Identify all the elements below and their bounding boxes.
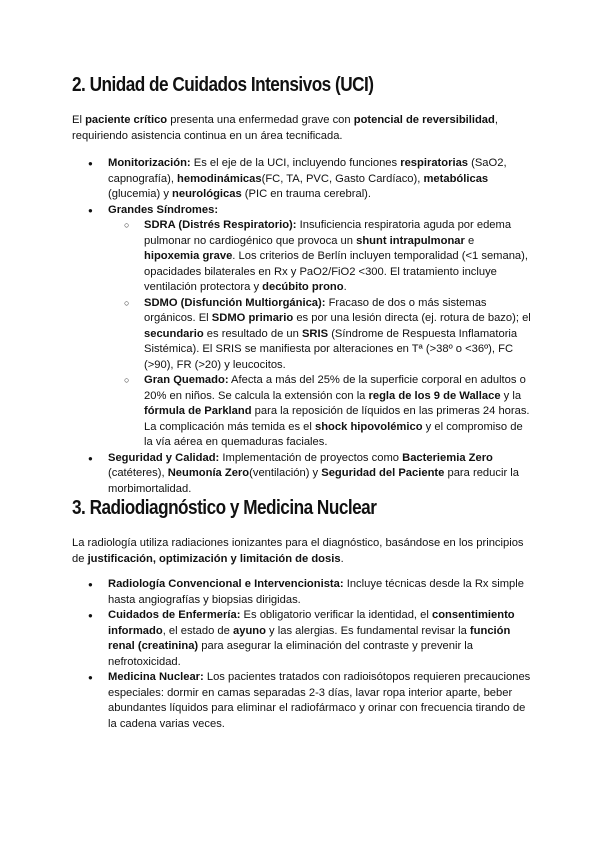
bold-term: SDMO primario — [211, 312, 294, 324]
bold-term: Bacteriemia Zero — [402, 451, 493, 464]
list-item — [72, 203, 532, 451]
bold-term: consentimiento informado — [108, 609, 515, 637]
bold-term: respiratorias — [400, 157, 469, 169]
bold-term: secundario — [144, 327, 204, 340]
bold-term: SRIS — [301, 327, 329, 340]
bold-term: Seguridad del Paciente — [321, 467, 445, 479]
bold-term: hipoxemia grave — [144, 250, 233, 262]
bold-term: neurológicas — [172, 188, 242, 200]
bold-term: SDMO (Disfunción Multiorgánica): — [144, 296, 326, 309]
bold-term: Cuidados de Enfermería: — [108, 609, 241, 621]
section-2-list — [72, 156, 532, 497]
list-item: ● Seguridad y Calidad: Implementación de proyectos como Bacteriemia Zero (catéteres), Neumonía Zero(ventilación) y Seguridad del Paciente para reducir la morbimortalidad. — [72, 451, 532, 498]
bold-term: Radiología Convencional e Intervencionista: — [108, 578, 344, 590]
bold-term: Grandes Síndromes: — [108, 203, 219, 216]
bold-term: shunt intrapulmonar — [356, 234, 465, 247]
bold-term: regla de los 9 de Wallace — [368, 389, 501, 402]
bold-term: Gran Quemado: — [144, 374, 229, 386]
section-3-title: 3. Radiodiagnóstico y Medicina Nuclear — [72, 497, 377, 519]
list-item: ● Medicina Nuclear: Los pacientes tratados con radioisótopos requieren precauciones especiales: dormir en camas separadas 2-3 días, lavar ropa interior aparte, beber abundantes líquidos para eliminar el radiofármaco y orinar con frecuencia tirando de la cadena varias veces. — [72, 670, 532, 732]
list-item: ● Cuidados de Enfermería: Es obligatorio verificar la identidad, el consentimiento informado, el estado de ayuno y las alergias. Es fundamental revisar la función renal (creatinina) para asegurar la eliminación del contraste y prevenir la nefrotoxicidad. — [72, 608, 532, 670]
bold-term: metabólicas — [423, 172, 489, 185]
sub-list-item: ○ SDRA (Distrés Respiratorio): Insuficiencia respiratoria aguda por edema pulmonar no cardiogénico que provoca un shunt intrapulmonar e hipoxemia grave. Los criterios de Berlín incluyen temporalidad (<1 semana), opacidades bilaterales en Rx y PaO2/FiO2 <300. El tratamiento incluye ventilación protectora y decúbito prono. — [108, 218, 532, 296]
list-item: ● Radiología Convencional e Intervencionista: Incluye técnicas desde la Rx simple hasta angiografías y biopsias dirigidas. — [72, 577, 532, 608]
bold-term: hemodinámicas — [177, 172, 262, 185]
sub-list-item: ○ Gran Quemado: Afecta a más del 25% de la superficie corporal en adultos o 20% en niños. Se calcula la extensión con la regla de los 9 de Wallace y la fórmula de Parkland para la reposición de líquidos en las primeras 24 horas. La complicación más temida es el shock hipovolémico y el compromiso de la vía aérea en quemaduras faciales. — [108, 373, 532, 451]
bold-term: función renal (creatinina) — [108, 624, 511, 652]
bold-term: decúbito prono — [262, 281, 344, 293]
section-3-intro: La radiología utiliza radiaciones ionizantes para el diagnóstico, basándose en los principios de justificación, optimización y limitación de dosis. — [72, 537, 524, 565]
bold-term: potencial de reversibilidad — [353, 114, 495, 126]
list-item: ● Monitorización: Es el eje de la UCI, incluyendo funciones respiratorias (SaO2, capnografía), hemodinámicas(FC, TA, PVC, Gasto Cardíaco), metabólicas (glucemia) y neurológicas (PIC en trauma cerebral). — [72, 156, 532, 203]
sub-list-item: ○ SDMO (Disfunción Multiorgánica): Fracaso de dos o más sistemas orgánicos. El SDMO primario es por una lesión directa (ej. rotura de bazo); el secundario es resultado de un SRIS (Síndrome de Respuesta Inflamatoria Sistémica). El SRIS se manifiesta por alteraciones en Tª (>38º o <36º), FC (>90), FR (>20) y leucocitos. — [108, 296, 532, 374]
sub-list — [108, 218, 532, 451]
bold-term: paciente crítico — [85, 114, 168, 126]
bold-term: Medicina Nuclear: — [108, 671, 204, 683]
bold-term: Monitorización: — [108, 157, 191, 169]
bold-term: fórmula de Parkland — [144, 405, 252, 417]
bold-term: Seguridad y Calidad: — [108, 451, 220, 464]
section-2-intro: El paciente crítico presenta una enfermedad grave con potencial de reversibilidad, requiriendo asistencia continua en un área tecnificada. — [72, 114, 498, 142]
bold-term: SDRA (Distrés Respiratorio): — [144, 219, 297, 231]
bold-term: justificación, optimización y limitación de dosis — [87, 552, 341, 565]
section-2-title: 2. Unidad de Cuidados Intensivos (UCI) — [72, 74, 374, 96]
section-3-list — [72, 577, 532, 732]
bold-term: shock hipovolémico — [315, 420, 423, 433]
bold-term: Neumonía Zero — [167, 467, 250, 479]
bold-term: ayuno — [233, 624, 266, 637]
